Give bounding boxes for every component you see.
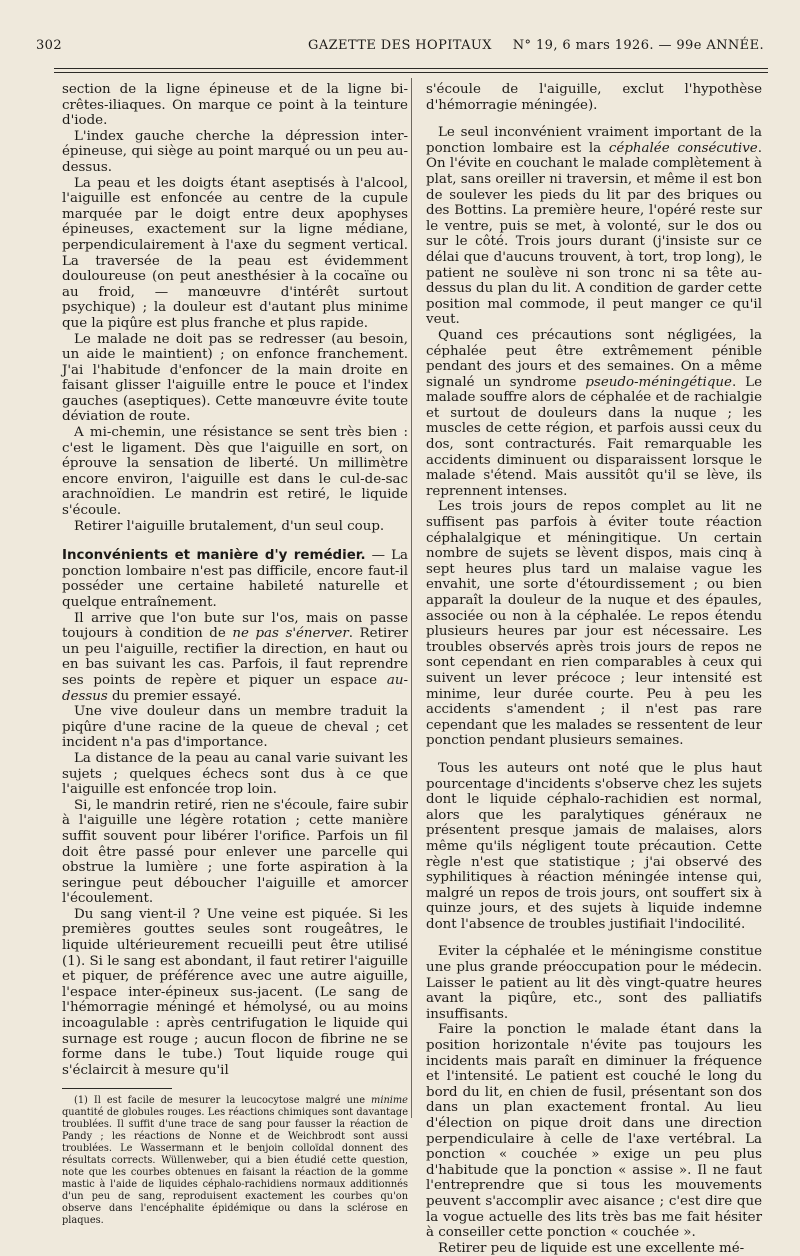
paragraph bbox=[62, 611, 408, 705]
left-column bbox=[62, 82, 408, 1227]
emphasis: au-dessus bbox=[62, 672, 408, 704]
emphasis: céphalée consécutive bbox=[608, 140, 758, 156]
text-run: . Le malade souffre alors de céphalée et de rachialgie et surtout de douleurs dans la nuque ; les muscles de cette région, et parfois aussi ceux du dos, sont contracturés. Fait remarquable les accidents diminuent ou disparaissent lorsque le malade s'étend. Mais aussitôt qu'il se lève, ils reprennent intenses. bbox=[426, 374, 762, 499]
text-run: Le seul inconvénient vraiment important de la ponction lombaire est la bbox=[426, 125, 762, 156]
paragraph: Retirer peu de liquide est une excellente mé- bbox=[438, 1240, 745, 1256]
text-run: Il arrive que l'on bute sur l'os, mais on passe toujours à condition de bbox=[62, 610, 408, 642]
issue-date: N° 19, 6 mars 1926. — 99e ANNÉE. bbox=[512, 38, 764, 53]
header-rule-bottom bbox=[54, 72, 768, 73]
paragraph: Retirer l'aiguille brutalement, d'un seul coup. bbox=[74, 518, 385, 534]
text-run: (1) Il est facile de mesurer la leucocytose malgré une bbox=[74, 1095, 372, 1107]
column-divider bbox=[411, 78, 412, 1118]
right-column bbox=[426, 82, 762, 1256]
footnote bbox=[62, 1095, 408, 1227]
footnote-rule bbox=[62, 1088, 172, 1089]
paragraph: Les trois jours de repos complet au lit ne suffisent pas parfois à éviter toute réaction céphalalgique et méningitique. Un certain nombre de sujets se lèvent dispos, mais cinq à sept heures plus tard un malaise vague les envahit, une sorte d'étourdissement ; ou bien apparaît la douleur de la nuque et des épaules, associée ou non à la céphalée. Le repos étendu plusieurs heures par jour est nécessaire. Les troubles observés après trois jours de repos ne sont cependant en rien comparables à ceux qui suivent un lever précoce ; leur intensité est minime, leur durée courte. Peu à peu les accidents s'amendent ; il n'est pas rare cependant que les malades se ressentent de leur ponction pendant plusieurs semaines. bbox=[426, 499, 762, 749]
section-heading: Inconvénients et manière d'y remédier. bbox=[62, 548, 366, 564]
paragraph: Le malade ne doit pas se redresser (au besoin, un aide le maintient) ; on enfonce franchement. J'ai l'habitude d'enfoncer de la main droite en faisant glisser l'aiguille entre le pouce et l'index gauches (aseptiques). Cette manœuvre évite toute déviation de route. bbox=[62, 331, 408, 425]
paragraph: La peau et les doigts étant aseptisés à l'alcool, l'aiguille est enfoncée au centre de la cupule marquée par le doigt entre deux apophyses épineuses, exactement sur la ligne médiane, perpendiculairement à l'axe du segment vertical. La traversée de la peau est évidemment douloureuse (on peut anesthésier à la cocaïne ou au froid, — manœuvre d'intérêt surtout psychique) ; la douleur est d'autant plus minime que la piqûre est plus franche et plus rapide. bbox=[62, 175, 408, 331]
emphasis: pseudo-méningétique bbox=[585, 374, 732, 390]
paragraph: section de la ligne épineuse et de la ligne bi-crêtes-iliaques. On marque ce point à la teinture d'iode. bbox=[62, 82, 408, 129]
running-header bbox=[36, 38, 764, 58]
paragraph: Une vive douleur dans un membre traduit la piqûre d'une racine de la queue de cheval ; cet incident n'a pas d'importance. bbox=[62, 704, 408, 751]
paragraph: Eviter la céphalée et le méningisme constitue une plus grande préoccupation pour le médecin. Laisser le patient au lit dès vingt-quatre heures avant la piqûre, etc., sont des palliatifs insuffisants. bbox=[426, 944, 762, 1022]
text-run: Quand ces précautions sont négligées, la céphalée peut être extrêmement pénible pendant des jours et des semaines. On a même signalé un syndrome bbox=[426, 327, 762, 390]
section-intro: — La ponction lombaire n'est pas difficile, encore faut-il posséder une certaine habileté naturelle et quelque entraînement. bbox=[62, 548, 408, 610]
emphasis: minime bbox=[371, 1095, 408, 1107]
paragraph: La distance de la peau au canal varie suivant les sujets ; quelques échecs sont dus à ce que l'aiguille est enfoncée trop loin. bbox=[62, 750, 408, 798]
emphasis: ne pas s'énerver bbox=[232, 626, 349, 642]
paragraph bbox=[426, 328, 762, 500]
paragraph bbox=[426, 125, 762, 328]
paragraph: Du sang vient-il ? Une veine est piquée. Si les premières gouttes seules sont rougeâtres, le liquide ultérieurement recueilli peut être utilisé (1). Si le sang est abondant, il faut retirer l'aiguille et piquer, de préférence avec une autre aiguille, l'espace inter-épineux sus-jacent. (Le sang de l'hémorragie méningé et hémolysé, ou au moins incoagulable : après centrifugation le liquide qui surnage est rouge ; aucun flocon de fibrine ne se forme dans le tube.) Tout liquide rouge qui s'éclaircit à mesure qu'il bbox=[62, 906, 408, 1078]
header-rule-top bbox=[54, 68, 768, 69]
paragraph: Si, le mandrin retiré, rien ne s'écoule, faire subir à l'aiguille une légère rotation ; cette manière suffit souvent pour libérer l'orifice. Parfois un fil doit être passé pour enlever une parcelle qui obstrue la lumière ; une forte aspiration à la seringue peut déboucher l'aiguille et amorcer l'écoulement. bbox=[62, 797, 408, 907]
paragraph: Faire la ponction le malade étant dans la position horizontale n'évite pas toujours les incidents mais paraît en diminuer la fréquence et l'intensité. Le patient est couché le long du bord du lit, en chien de fusil, présentant son dos dans un plan exactement frontal. Au lieu d'élection on pique droit dans une direction perpendiculaire à celle de l'axe vertébral. La ponction « couchée » exige un peu plus d'habitude que la ponction « assise ». Il ne faut l'entreprendre que si tous les mouvements peuvent s'accomplir avec aisance ; c'est dire que la vogue actuelle des lits très bas me fait hésiter à conseiller cette ponction « couchée ». bbox=[426, 1022, 762, 1241]
publication-title: GAZETTE DES HOPITAUX bbox=[308, 38, 492, 53]
text-run: . On l'évite en couchant le malade complètement à plat, sans oreiller ni traversin, et même il est bon de soulever les pieds du lit par des briques ou des Bottins. La première heure, l'opéré reste sur le ventre, puis se met, à volonté, sur le dos ou sur le côté. Trois jours durant (j'insiste sur ce délai que d'aucuns trouvent, à tort, trop long), le patient ne soulève ni son tronc ni sa tête au-dessus du plan du lit. A condition de garder cette position mal commode, il peut manger ce qu'il veut. bbox=[426, 140, 762, 328]
paragraph: Tous les auteurs ont noté que le plus haut pourcentage d'incidents s'observe chez les sujets dont le liquide céphalo-rachidien est normal, alors que les paralytiques généraux ne présentent presque jamais de malaises, alors même qu'ils négligent toute précaution. Cette règle n'est que statistique ; j'ai observé des syphilitiques à réaction méningée intense qui, malgré un repos de trois jours, ont souffert six à quinze jours, et des sujets à liquide indemne dont l'absence de troubles justifiait l'indocilité. bbox=[426, 760, 762, 932]
text-run: . Retirer un peu l'aiguille, rectifier la direction, en haut ou en bas suivant les cas. Parfois, il faut reprendre ses points de repère et piquer un espace bbox=[62, 626, 408, 688]
paragraph: A mi-chemin, une résistance se sent très bien : c'est le ligament. Dès que l'aiguille en sort, on éprouve la sensation de liberté. Un millimètre encore environ, l'aiguille est dans le cul-de-sac arachnoïdien. Le mandrin est retiré, le liquide s'écoule. bbox=[62, 425, 408, 519]
page-number: 302 bbox=[36, 38, 63, 53]
text-run: quantité de globules rouges. Les réactions chimiques sont davantage troublées. Il suffit d'une trace de sang pour fausser la réaction de Pandy ; les réactions de Nonne et de Weichbrodt sont aussi troublées. Le Wassermann et le benjoin colloïdal donnent des résultats corrects. Wüllenweber, qui a bien étudié cette question, note que les courbes obtenues en faisant la réaction de la gomme mastic à l'aide de liquides céphalo-rachidiens normaux additionnés d'un peu de sang, reproduisent exactement les courbes qu'on observe dans l'encéphalite épidémique ou dans la sclérose en plaques. bbox=[62, 1107, 408, 1227]
paragraph: s'écoule de l'aiguille, exclut l'hypothèse d'hémorragie méningée). bbox=[426, 82, 762, 113]
paragraph: L'index gauche cherche la dépression inter-épineuse, qui siège au point marqué ou un peu au-dessus. bbox=[62, 128, 408, 175]
text-run: du premier essayé. bbox=[107, 688, 242, 704]
